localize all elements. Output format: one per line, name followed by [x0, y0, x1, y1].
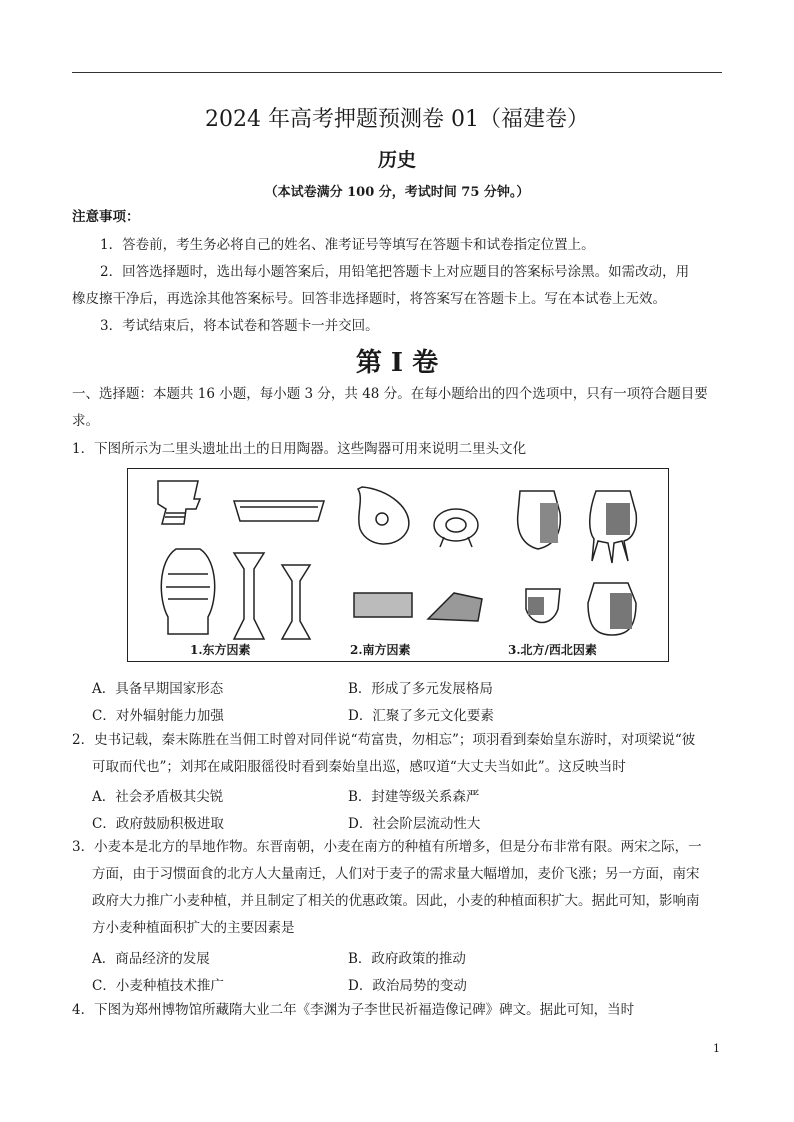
section-instruction-b: 求。: [72, 413, 99, 429]
q2-option-a[interactable]: A．社会矛盾极其尖锐: [92, 789, 224, 805]
q3-stem-b: 方面，由于习惯面食的北方人大量南迁，人们对于麦子的需求量大幅增加，麦价飞涨；另一方面，南宋: [92, 866, 700, 882]
page-number: 1: [713, 1042, 720, 1055]
caption-east: 1.东方因素: [190, 643, 251, 657]
q1-option-b[interactable]: B．形成了多元发展格局: [348, 681, 493, 697]
pottery-figure: [127, 468, 669, 662]
caption-south: 2.南方因素: [350, 643, 411, 657]
q3-stem-c: 政府大力推广小麦种植，并且制定了相关的优惠政策。因此，小麦的种植面积扩大。据此可知，影响南: [92, 893, 700, 909]
caption-north-northwest: 3.北方/西北因素: [508, 643, 597, 657]
pottery-illustration: [128, 469, 668, 661]
exam-title: 2024 年高考押题预测卷 01（福建卷）: [205, 107, 589, 132]
q2-option-c[interactable]: C．政府鼓励积极进取: [92, 816, 224, 832]
q1-stem: 1．下图所示为二里头遗址出土的日用陶器。这些陶器可用来说明二里头文化: [72, 441, 527, 457]
q1-option-a[interactable]: A．具备早期国家形态: [92, 681, 224, 697]
notice-heading: 注意事项：: [72, 209, 140, 225]
q3-option-a[interactable]: A．商品经济的发展: [92, 951, 210, 967]
notice-item-1: 1．答卷前，考生务必将自己的姓名、准考证号等填写在答题卡和试卷指定位置上。: [100, 237, 595, 253]
q1-option-c[interactable]: C．对外辐射能力加强: [92, 708, 224, 724]
q2-stem-b: 可取而代也”；刘邦在咸阳服徭役时看到秦始皇出巡，感叹道“大丈夫当如此”。这反映当时: [92, 759, 626, 775]
exam-info: （本试卷满分 100 分，考试时间 75 分钟。）: [264, 185, 530, 200]
notice-item-2a: 2．回答选择题时，选出每小题答案后，用铅笔把答题卡上对应题目的答案标号涂黑。如需改动，用: [100, 264, 690, 280]
q2-option-b[interactable]: B．封建等级关系森严: [348, 789, 480, 805]
subject-title: 历史: [377, 149, 416, 171]
q2-stem-a: 2．史书记载，秦末陈胜在当佣工时曾对同伴说“苟富贵，勿相忘”；项羽看到秦始皇东游时，对项梁说“彼: [72, 732, 696, 748]
header-rule: [72, 72, 722, 73]
q2-option-d[interactable]: D．社会阶层流动性大: [348, 816, 481, 832]
q3-stem-a: 3．小麦本是北方的旱地作物。东晋南朝，小麦在南方的种植有所增多，但是分布非常有限。两宋之际，一: [72, 839, 702, 855]
q3-option-d[interactable]: D．政治局势的变动: [348, 978, 467, 994]
notice-item-2b: 橡皮擦干净后，再选涂其他答案标号。回答非选择题时，将答案写在答题卡上。写在本试卷上无效。: [72, 291, 666, 307]
section-instruction-a: 一、选择题：本题共 16 小题，每小题 3 分，共 48 分。在每小题给出的四个选项中，只有一项符合题目要: [72, 386, 708, 402]
q3-option-c[interactable]: C．小麦种植技术推广: [92, 978, 224, 994]
q3-option-b[interactable]: B．政府政策的推动: [348, 951, 466, 967]
notice-item-3: 3．考试结束后，将本试卷和答题卡一并交回。: [100, 318, 379, 334]
section-title: 第 I 卷: [355, 348, 439, 378]
q3-stem-d: 方小麦种植面积扩大的主要因素是: [92, 920, 295, 936]
q1-option-d[interactable]: D．汇聚了多元文化要素: [348, 708, 494, 724]
q4-stem: 4．下图为郑州博物馆所藏隋大业二年《李渊为子李世民祈福造像记碑》碑文。据此可知，当时: [72, 1002, 635, 1018]
